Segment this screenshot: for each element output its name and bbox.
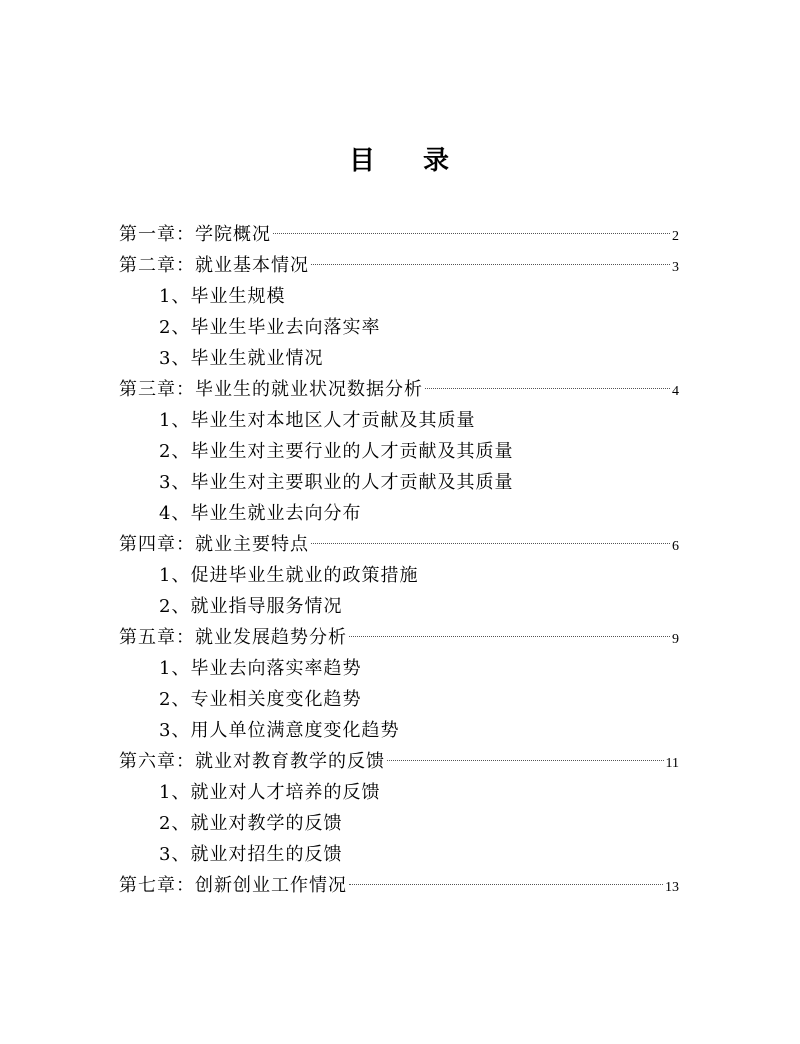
toc-page-number: 13 xyxy=(665,880,679,895)
toc-entry-label: 第二章：就业基本情况 xyxy=(119,255,309,276)
toc-entry-label: 1、就业对人才培养的反馈 xyxy=(159,782,381,803)
toc-dot-leader xyxy=(311,543,670,544)
toc-dot-leader xyxy=(387,760,664,761)
toc-entry-label: 3、用人单位满意度变化趋势 xyxy=(159,720,400,741)
toc-entry-label: 第七章：创新创业工作情况 xyxy=(119,875,347,896)
page-title xyxy=(0,140,800,177)
toc-section-entry[interactable] xyxy=(119,591,679,622)
toc-section-entry[interactable] xyxy=(119,715,679,746)
toc-entry-label: 第一章：学院概况 xyxy=(119,224,271,245)
toc-entry-label: 2、专业相关度变化趋势 xyxy=(159,689,362,710)
toc-section-entry[interactable] xyxy=(119,653,679,684)
toc-chapter-entry[interactable] xyxy=(119,374,679,405)
toc-chapter-entry[interactable] xyxy=(119,746,679,777)
toc-dot-leader xyxy=(273,233,670,234)
toc-dot-leader xyxy=(425,388,670,389)
toc-entry-label: 1、毕业去向落实率趋势 xyxy=(159,658,362,679)
toc-entry-label: 2、毕业生毕业去向落实率 xyxy=(159,317,381,338)
toc-chapter-entry[interactable] xyxy=(119,219,679,250)
toc-section-entry[interactable] xyxy=(119,281,679,312)
toc-page-number: 2 xyxy=(672,229,679,244)
toc-chapter-entry[interactable] xyxy=(119,529,679,560)
toc-section-entry[interactable] xyxy=(119,498,679,529)
toc-chapter-entry[interactable] xyxy=(119,250,679,281)
toc-section-entry[interactable] xyxy=(119,777,679,808)
toc-entry-label: 第六章：就业对教育教学的反馈 xyxy=(119,751,385,772)
toc-chapter-entry[interactable] xyxy=(119,622,679,653)
toc-entry-label: 1、毕业生对本地区人才贡献及其质量 xyxy=(159,410,476,431)
toc-entry-label: 2、毕业生对主要行业的人才贡献及其质量 xyxy=(159,441,514,462)
toc-entry-label: 1、毕业生规模 xyxy=(159,286,286,307)
toc-page-number: 9 xyxy=(672,632,679,647)
toc-entry-label: 第四章：就业主要特点 xyxy=(119,534,309,555)
toc-entry-label: 1、促进毕业生就业的政策措施 xyxy=(159,565,419,586)
toc-dot-leader xyxy=(349,636,670,637)
toc-entry-label: 第三章：毕业生的就业状况数据分析 xyxy=(119,379,423,400)
toc-section-entry[interactable] xyxy=(119,436,679,467)
toc-section-entry[interactable] xyxy=(119,405,679,436)
title-char-2: 录 xyxy=(423,146,452,176)
toc-dot-leader xyxy=(311,264,670,265)
toc-entry-label: 3、毕业生就业情况 xyxy=(159,348,324,369)
toc-entry-label: 第五章：就业发展趋势分析 xyxy=(119,627,347,648)
toc-section-entry[interactable] xyxy=(119,343,679,374)
toc-chapter-entry[interactable] xyxy=(119,870,679,901)
toc-page-number: 6 xyxy=(672,539,679,554)
toc-section-entry[interactable] xyxy=(119,839,679,870)
toc-section-entry[interactable] xyxy=(119,467,679,498)
toc-section-entry[interactable] xyxy=(119,560,679,591)
toc-page-number: 4 xyxy=(672,384,679,399)
title-char-1: 目 xyxy=(348,146,377,176)
toc-list xyxy=(119,219,679,901)
toc-section-entry[interactable] xyxy=(119,312,679,343)
toc-entry-label: 2、就业对教学的反馈 xyxy=(159,813,343,834)
toc-section-entry[interactable] xyxy=(119,808,679,839)
toc-entry-label: 4、毕业生就业去向分布 xyxy=(159,503,362,524)
toc-page-number: 11 xyxy=(665,756,679,771)
toc-entry-label: 3、就业对招生的反馈 xyxy=(159,844,343,865)
toc-section-entry[interactable] xyxy=(119,684,679,715)
toc-entry-label: 2、就业指导服务情况 xyxy=(159,596,343,617)
toc-page-number: 3 xyxy=(672,260,679,275)
toc-dot-leader xyxy=(349,884,663,885)
toc-entry-label: 3、毕业生对主要职业的人才贡献及其质量 xyxy=(159,472,514,493)
